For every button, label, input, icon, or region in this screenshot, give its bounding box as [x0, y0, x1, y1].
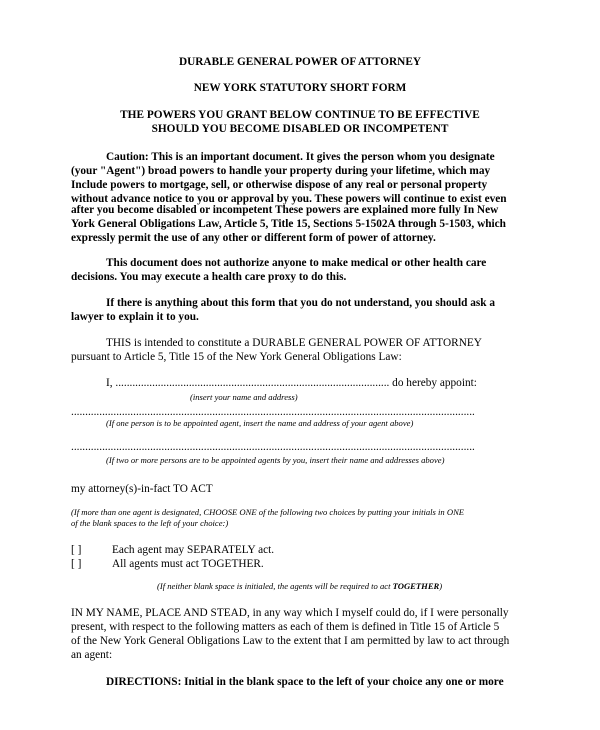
initials-box-separately[interactable]: [ ]: [71, 544, 82, 556]
caution-line: Include powers to mortgage, sell, or otherwise dispose of any real or personal property: [71, 179, 488, 191]
effective-heading-line-1: THE POWERS YOU GRANT BELOW CONTINUE TO BE EFFECTIVE: [120, 109, 480, 121]
caution-line: (your "Agent") broad powers to handle your property during your lifetime, which may: [71, 165, 491, 177]
caution-line: after you become disabled or incompetent These powers are explained more fully In New: [71, 204, 499, 216]
lawyer-notice-line: lawyer to explain it to you.: [71, 311, 199, 323]
document-title: DURABLE GENERAL POWER OF ATTORNEY: [178, 56, 422, 68]
effective-heading-line-2: SHOULD YOU BECOME DISABLED OR INCOMPETENT: [151, 123, 449, 135]
choice-instruction-line: (If more than one agent is designated, CHOOSE ONE of the following two choices by putting your initials in ONE: [71, 507, 465, 517]
intent-line: pursuant to Article 5, Title 15 of the New York General Obligations Law:: [71, 351, 402, 363]
medical-notice-line: decisions. You may execute a health care proxy to do this.: [71, 271, 347, 283]
two-agents-hint: (If two or more persons are to be appointed agents by you, insert their name and addresses above): [106, 455, 445, 465]
default-together-note-text: (If neither blank space is initialed, the agents will be required to act: [157, 581, 393, 591]
agent-address-field-1[interactable]: ...............................................................................................................................................: [71, 406, 475, 418]
medical-notice-line: This document does not authorize anyone to make medical or other health care: [106, 257, 487, 269]
caution-line: expressly permit the use of any other or different form of power of attorney.: [71, 232, 436, 244]
principal-name-field[interactable]: I, ................................................................................................. do hereby appoint:: [106, 377, 477, 389]
caution-line: Caution: This is an important document. It gives the person whom you designate: [106, 151, 495, 163]
agent-address-field-2[interactable]: ...............................................................................................................................................: [71, 441, 475, 453]
document-subtitle: NEW YORK STATUTORY SHORT FORM: [193, 82, 407, 94]
lawyer-notice-line: If there is anything about this form that you do not understand, you should ask a: [106, 297, 495, 309]
choice-separately-label: Each agent may SEPARATELY act.: [112, 544, 275, 556]
one-agent-hint: (If one person is to be appointed agent, insert the name and address of your agent above): [106, 418, 414, 428]
intent-line: THIS is intended to constitute a DURABLE GENERAL POWER OF ATTORNEY: [106, 337, 482, 349]
principal-name-hint: (insert your name and address): [190, 392, 298, 402]
attorney-in-fact-label: my attorney(s)-in-fact TO ACT: [71, 483, 213, 495]
authority-line: an agent:: [71, 649, 113, 661]
default-together-note-end: ): [439, 581, 443, 591]
authority-line: present, with respect to the following matters as each of them is defined in Title 15 of Article 5: [71, 621, 500, 633]
caution-line: York General Obligations Law, Article 5, Title 15, Sections 5-1502A through 5-1503, which: [71, 218, 506, 230]
together-emphasis: TOGETHER: [392, 581, 440, 591]
initials-box-together[interactable]: [ ]: [71, 558, 82, 570]
authority-line: of the New York General Obligations Law to the extent that I am permitted by law to act through: [71, 635, 510, 647]
directions-heading: DIRECTIONS: Initial in the blank space to the left of your choice any one or more: [106, 676, 504, 688]
choice-together-label: All agents must act TOGETHER.: [112, 558, 264, 570]
default-together-note: [157, 581, 442, 592]
choice-instruction-line: of the blank spaces to the left of your choice:): [71, 518, 229, 528]
caution-line: without advance notice to you or approval by you. These powers will continue to exist even: [71, 193, 507, 205]
authority-line: IN MY NAME, PLACE AND STEAD, in any way which I myself could do, if I were personally: [71, 607, 509, 619]
